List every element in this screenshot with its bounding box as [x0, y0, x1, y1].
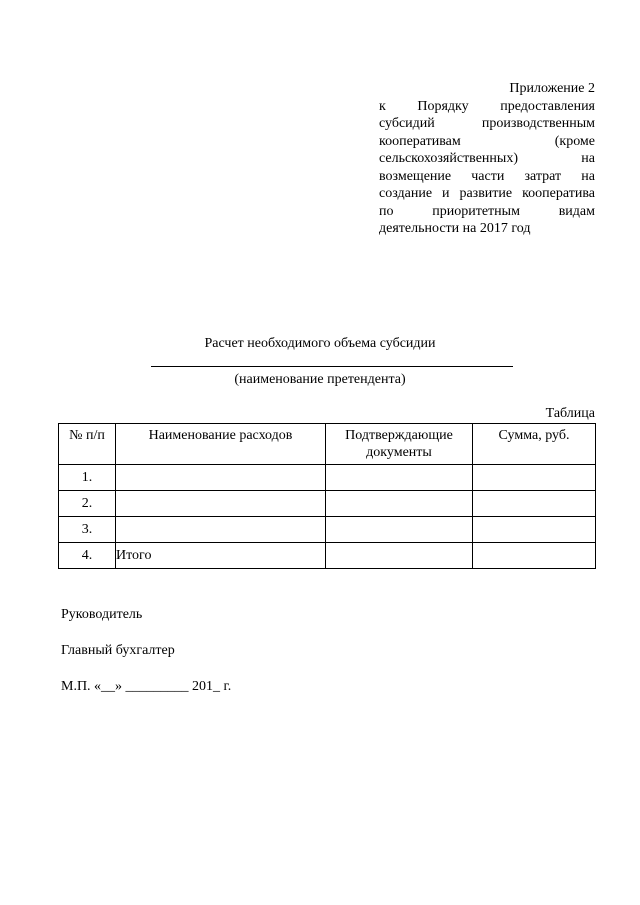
documents-cell: [326, 543, 473, 569]
appendix-line: создание и развитие кооператива: [379, 186, 595, 201]
appendix-line: деятельности на 2017 год: [379, 221, 531, 236]
applicant-name-blank-line: [151, 352, 513, 367]
table-header-row: [59, 424, 596, 465]
amount-cell: [473, 491, 596, 517]
column-header-amount: Сумма, руб.: [473, 424, 596, 465]
column-header-number: № п/п: [59, 424, 116, 465]
documents-cell: [326, 517, 473, 543]
appendix-line: по приоритетным видам: [379, 203, 595, 219]
appendix-line: кооперативам (кроме: [379, 133, 595, 149]
signature-head: Руководитель: [61, 607, 143, 622]
row-number: 2.: [59, 491, 116, 517]
appendix-line: сельскохозяйственных) на: [379, 151, 595, 166]
applicant-name-caption: (наименование претендента): [234, 372, 406, 387]
expense-name-cell: [116, 491, 326, 517]
expense-name-cell: [116, 465, 326, 491]
table-row: [59, 517, 596, 543]
documents-cell: [326, 465, 473, 491]
appendix-line: возмещение части затрат на: [379, 168, 595, 184]
table-row-total: [59, 543, 596, 569]
documents-cell: [326, 491, 473, 517]
total-label-cell: Итого: [116, 543, 326, 569]
table-row: [59, 465, 596, 491]
row-number: 3.: [59, 517, 116, 543]
row-number: 4.: [59, 543, 116, 569]
amount-cell: [473, 517, 596, 543]
stamp-and-date-line: М.П. «__» _________ 201_ г.: [61, 679, 232, 694]
row-number: 1.: [59, 465, 116, 491]
expenses-table: [58, 423, 596, 569]
appendix-line: субсидий производственным: [379, 116, 595, 131]
table-row: [59, 491, 596, 517]
appendix-line: к Порядку предоставления: [379, 98, 595, 114]
table-label: Таблица: [545, 406, 595, 421]
expense-name-cell: [116, 517, 326, 543]
signature-chief-accountant: Главный бухгалтер: [61, 643, 175, 658]
document-heading: Расчет необходимого объема субсидии: [204, 336, 436, 351]
column-header-expense-name: Наименование расходов: [116, 424, 326, 465]
column-header-documents: Подтверждающие документы: [326, 424, 473, 465]
amount-cell: [473, 543, 596, 569]
appendix-title: Приложение 2: [509, 81, 595, 96]
appendix-block: [379, 80, 595, 238]
amount-cell: [473, 465, 596, 491]
